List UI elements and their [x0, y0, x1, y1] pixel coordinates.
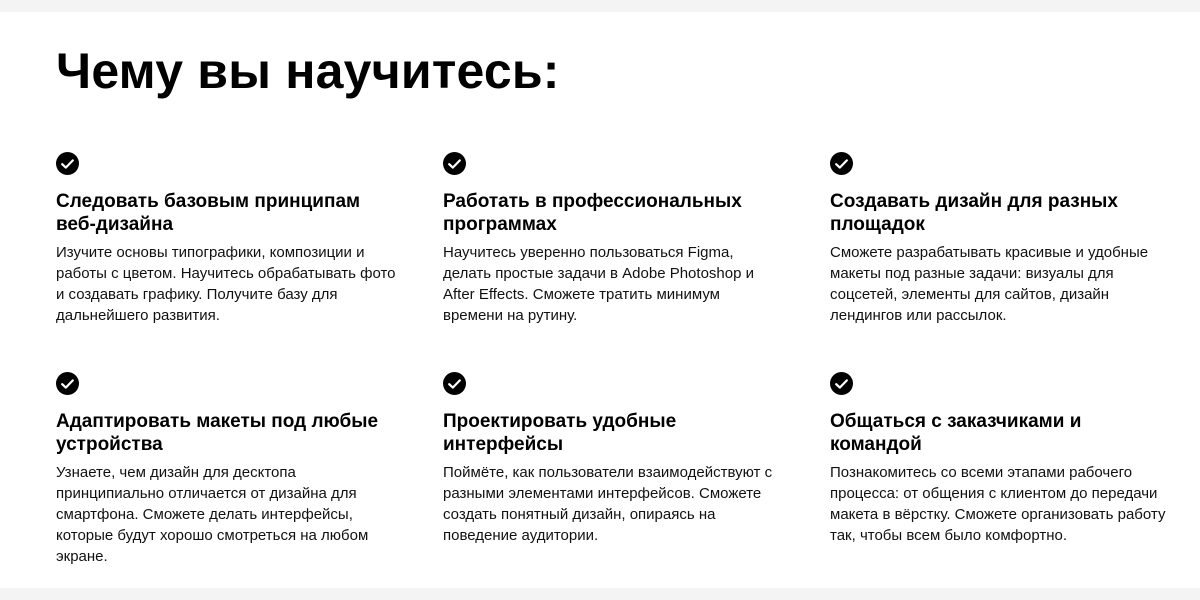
outcome-title: Адаптировать макеты под любые устройства [56, 411, 379, 455]
check-circle-icon [443, 372, 466, 395]
outcome-title: Создавать дизайн для разных площадок [830, 191, 1118, 235]
outcome-title: Следовать базовым принципам веб-дизайна [56, 191, 361, 235]
outcome-title: Работать в профессиональных программах [443, 191, 742, 235]
outcome-card [443, 372, 830, 592]
section-title: Чему вы научитесь: [56, 43, 560, 99]
outcome-card [830, 372, 1186, 592]
check-circle-icon [443, 152, 466, 175]
learning-outcomes-section [0, 12, 1200, 588]
outcome-description: Изучите основы типографики, композиции и работы с цветом. Научитесь обрабатывать фото и создавать графику. Получите базу для дальнейшего развития. [56, 244, 396, 324]
outcome-title: Проектировать удобные интерфейсы [443, 411, 677, 455]
check-circle-icon [56, 372, 79, 395]
outcome-description: Поймёте, как пользователи взаимодействуют с разными элементами интерфейсов. Сможете создать понятный дизайн, опираясь на поведение аудитории. [443, 464, 773, 544]
check-circle-icon [56, 152, 79, 175]
outcome-card [56, 152, 443, 372]
check-circle-icon [830, 152, 853, 175]
outcome-description: Сможете разрабатывать красивые и удобные макеты под разные задачи: визуалы для соцсетей, элементы для сайтов, дизайн лендингов или рассылок. [830, 244, 1149, 324]
outcome-card [830, 152, 1186, 372]
check-circle-icon [830, 372, 853, 395]
outcome-description: Познакомитесь со всеми этапами рабочего процесса: от общения с клиентом до передачи макета в вёрстку. Сможете организовать работу так, чтобы всем было комфортно. [830, 464, 1166, 544]
outcome-description: Узнаете, чем дизайн для десктопа принципиально отличается от дизайна для смартфона. Сможете делать интерфейсы, которые будут хорошо смотреться на любом экране. [56, 464, 369, 565]
outcome-description: Научитесь уверенно пользоваться Figma, делать простые задачи в Adobe Photoshop и After Effects. Сможете тратить минимум времени на рутину. [443, 244, 754, 324]
outcomes-grid [56, 152, 1186, 592]
outcome-card [443, 152, 830, 372]
outcome-card [56, 372, 443, 592]
outcome-title: Общаться с заказчиками и командой [830, 411, 1082, 455]
